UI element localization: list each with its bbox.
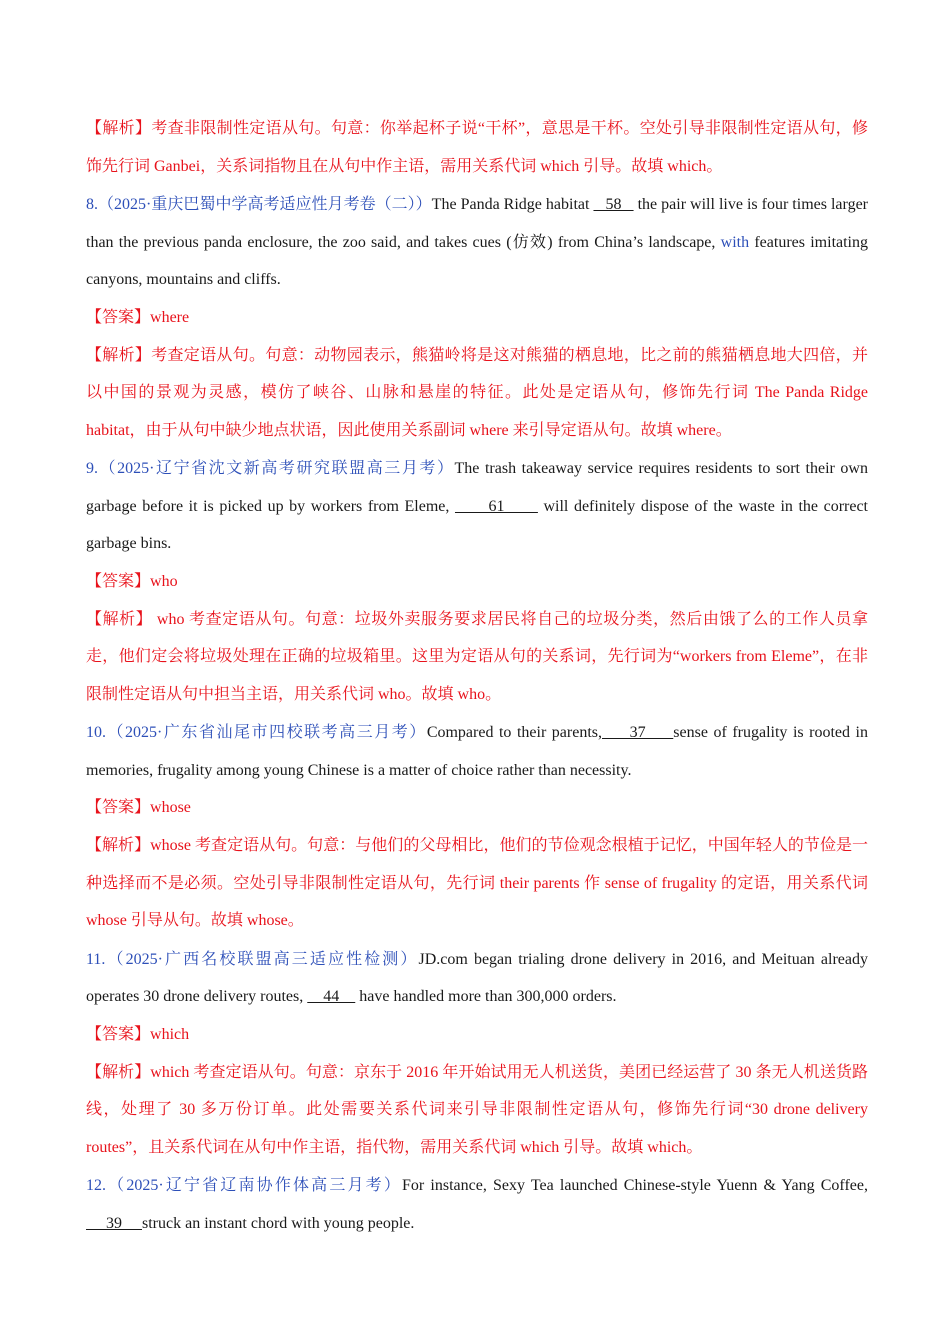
question-text: Compared to their parents,	[426, 724, 603, 741]
document-page	[86, 110, 868, 1243]
question-source: （2025·辽宁省辽南协作体高三月考）	[106, 1177, 402, 1194]
question-10	[86, 714, 868, 789]
question-number: 11.	[86, 950, 106, 968]
analysis-text: which 考查定语从句。句意：京东于 2016 年开始试用无人机送货，美团已经运营了 30 条无人机送货路线，处理了 30 多万份订单。此处需要关系代词来引导非限制性定语从句，修饰先行词“30 drone delivery routes”，且关系代词在从句中作主语，指代物，需用关系代词 which 引导。故填 which。	[86, 1063, 868, 1156]
question-number: 10.	[86, 724, 106, 741]
question-text: The trash takeaway service requires residents to sort their own garbage before it is picked up by workers from Eleme,	[86, 460, 868, 515]
analysis-11	[86, 1054, 868, 1167]
question-text: The Panda Ridge habitat	[431, 196, 594, 213]
answer-blank: 58	[593, 196, 634, 213]
intro-analysis	[86, 110, 868, 185]
answer-blank: 44	[307, 988, 356, 1005]
analysis-label: 【解析】	[86, 610, 153, 628]
question-12	[86, 1167, 868, 1242]
analysis-text: 考查定语从句。句意：动物园表示，熊猫岭将是这对熊猫的栖息地，比之前的熊猫栖息地大四倍，并以中国的景观为灵感，模仿了峡谷、山脉和悬崖的特征。此处是定语从句，修饰先行词 The Panda Ridge habitat，由于从句中缺少地点状语，因此使用关系副词 where 来引导定语从句。故填 where。	[86, 346, 868, 439]
answer-label: 【答案】	[86, 308, 151, 326]
analysis-label: 【解析】	[86, 120, 152, 137]
analysis-label: 【解析】	[86, 837, 151, 854]
highlighted-word: with	[720, 233, 750, 251]
answer-blank: 37	[602, 724, 674, 741]
answer-label: 【答案】	[86, 799, 151, 816]
question-source: （2025·重庆巴蜀中学高考适应性月考卷（二））	[98, 196, 432, 213]
answer-value: which	[150, 1025, 190, 1043]
question-9	[86, 450, 868, 563]
analysis-text: whose 考查定语从句。句意：与他们的父母相比，他们的节俭观念根植于记忆，中国年轻人的节俭是一种选择而不是必须。空处引导非限制性定语从句，先行词 their parents 作 sense of frugality 的定语，用关系代词 whose 引导从句。故填 whose。	[86, 837, 868, 929]
analysis-label: 【解析】	[86, 346, 152, 364]
question-text: features imitating canyons, mountains and cliffs.	[86, 233, 869, 288]
answer-label: 【答案】	[86, 572, 151, 590]
answer-11	[86, 1017, 868, 1053]
analysis-label: 【解析】	[86, 1063, 151, 1081]
question-text: JD.com began trialing drone delivery in 2016, and Meituan already operates 30 drone delivery routes,	[86, 950, 868, 1005]
question-text: will definitely dispose of the waste in the correct garbage bins.	[86, 497, 869, 552]
answer-blank: 39	[86, 1214, 142, 1232]
answer-9	[86, 564, 868, 600]
analysis-text: 考查非限制性定语从句。句意：你举起杯子说“干杯”，意思是干杯。空处引导非限制性定语从句，修饰先行词 Ganbei，关系词指物且在从句中作主语，需用关系代词 which 引导。故填 which。	[86, 120, 868, 175]
question-text: the pair will live is four times larger than the previous panda enclosure, the zoo said, and takes cues (仿效) from China’s landscape,	[86, 196, 868, 251]
analysis-text: who 考查定语从句。句意：垃圾外卖服务要求居民将自己的垃圾分类，然后由饿了么的工作人员拿走，他们定会将垃圾处理在正确的垃圾箱里。这里为定语从句的关系词，先行词为“workers from Eleme”，在非限制性定语从句中担当主语，用关系代词 who。故填 who。	[86, 610, 868, 703]
answer-value: where	[150, 308, 190, 326]
question-number: 9.	[86, 460, 98, 477]
analysis-9	[86, 601, 868, 714]
answer-value: whose	[150, 799, 191, 816]
answer-label: 【答案】	[86, 1025, 151, 1043]
question-source: （2025·辽宁省沈文新高考研究联盟高三月考）	[98, 460, 455, 477]
answer-8	[86, 300, 868, 336]
question-number: 12.	[86, 1177, 106, 1194]
answer-value: who	[150, 572, 178, 590]
question-source: （2025·广西名校联盟高三适应性检测）	[105, 950, 419, 968]
answer-blank: 61	[454, 497, 538, 515]
question-8	[86, 186, 868, 299]
question-text: have handled more than 300,000 orders.	[355, 988, 617, 1005]
analysis-8	[86, 337, 868, 450]
answer-10	[86, 790, 868, 826]
question-text: struck an instant chord with young people.	[142, 1214, 415, 1232]
question-text: For instance, Sexy Tea launched Chinese-style Yuenn & Yang Coffee,	[402, 1177, 868, 1194]
question-text: sense of frugality is rooted in memories, frugality among young Chinese is a matter of choice rather than necessity.	[86, 724, 868, 779]
analysis-10	[86, 827, 868, 940]
question-source: （2025·广东省汕尾市四校联考高三月考）	[106, 724, 427, 741]
question-number: 8.	[86, 196, 98, 213]
question-11	[86, 941, 868, 1016]
